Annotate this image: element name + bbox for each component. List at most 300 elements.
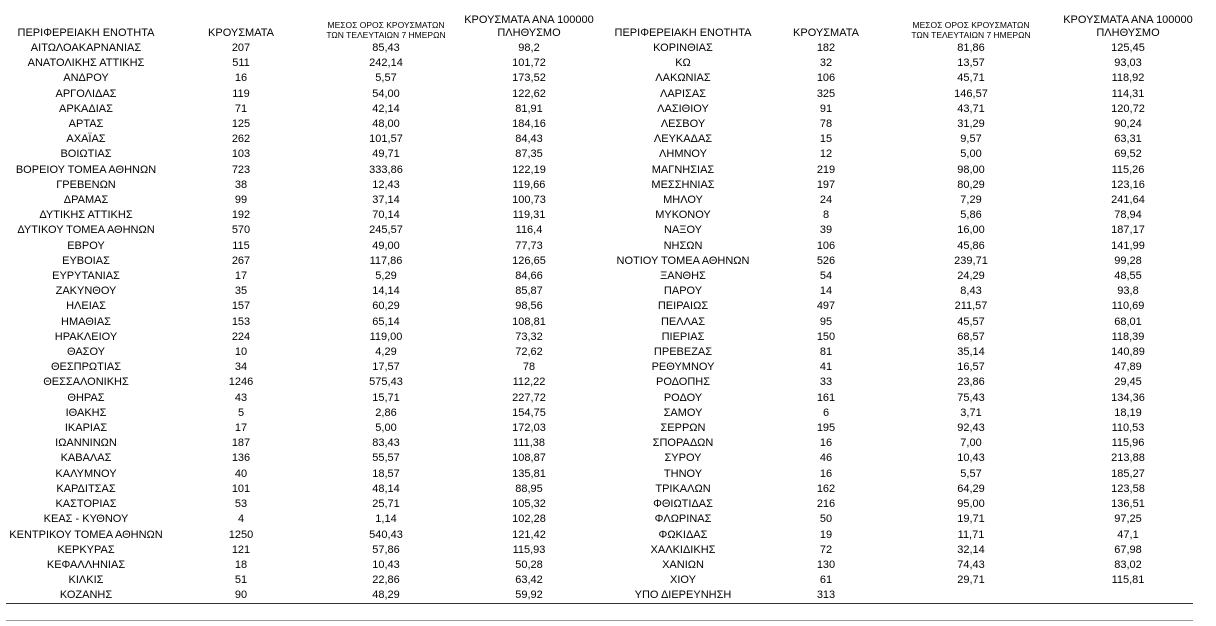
seven-day-average: 575,43 (369, 376, 403, 389)
region-name: ΕΥΡΥΤΑΝΙΑΣ (52, 270, 120, 283)
region-name: ΔΡΑΜΑΣ (63, 194, 109, 207)
case-count: 182 (816, 42, 836, 54)
seven-day-average: 45,71 (957, 72, 985, 85)
seven-day-average: 85,43 (372, 42, 400, 54)
case-count: 71 (234, 102, 248, 115)
table-row (600, 436, 1200, 451)
region-name: ΚΟΖΑΝΗΣ (59, 589, 113, 602)
case-count: 4 (237, 513, 245, 526)
region-name: ΝΟΤΙΟΥ ΤΟΜΕΑ ΑΘΗΝΩΝ (616, 254, 750, 267)
table-row (6, 588, 602, 603)
table-row (600, 56, 1200, 71)
case-count: 38 (234, 178, 248, 191)
seven-day-average: 12,43 (372, 178, 400, 191)
seven-day-average: 75,43 (957, 391, 985, 404)
region-name: ΑΡΚΑΔΙΑΣ (59, 102, 113, 115)
region-name: ΑΧΑΪΑΣ (66, 133, 106, 146)
seven-day-average: 333,86 (369, 163, 403, 176)
case-count: 72 (819, 543, 833, 556)
header-cases: ΚΡΟΥΣΜΑΤΑ (208, 27, 274, 39)
case-count: 115 (232, 239, 250, 252)
cases-per-100k: 110,53 (1111, 422, 1145, 435)
table-row (6, 482, 602, 497)
header-per-100k (1056, 6, 1200, 41)
header-row (600, 6, 1200, 41)
table-row (600, 147, 1200, 162)
region-name: ΡΟΔΟΥ (663, 391, 703, 404)
seven-day-average: 42,14 (372, 102, 400, 115)
cases-per-100k: 108,87 (512, 452, 546, 465)
cases-per-100k: 105,32 (512, 498, 546, 511)
cases-per-100k: 241,64 (1111, 194, 1145, 207)
seven-day-average: 49,71 (372, 148, 400, 161)
cases-per-100k: 90,24 (1114, 118, 1142, 131)
cases-per-100k: 115,96 (1111, 437, 1145, 450)
seven-day-average: 31,29 (957, 118, 985, 131)
case-count: 723 (231, 163, 251, 176)
cases-per-100k: 63,42 (515, 574, 543, 587)
case-count: 207 (231, 42, 251, 54)
table-row (600, 497, 1200, 512)
table-row (6, 436, 602, 451)
seven-day-average: 117,86 (369, 254, 403, 267)
table-row (600, 254, 1200, 269)
cases-per-100k (1056, 588, 1200, 603)
cases-per-100k: 184,16 (512, 118, 546, 131)
header-avg-line2: ΤΩΝ ΤΕΛΕΥΤΑΙΩΝ 7 ΗΜΕΡΩΝ (911, 30, 1031, 40)
region-name: ΠΙΕΡΙΑΣ (661, 330, 705, 343)
case-count: 90 (234, 589, 248, 602)
seven-day-average: 119,00 (369, 330, 403, 343)
region-name: ΦΛΩΡΙΝΑΣ (654, 513, 712, 526)
seven-day-average: 24,29 (957, 270, 985, 283)
seven-day-average: 60,29 (372, 300, 400, 313)
table-row (600, 239, 1200, 254)
seven-day-average: 1,14 (375, 513, 397, 526)
case-count: 39 (819, 224, 833, 237)
case-count: 43 (234, 391, 248, 404)
right-cases-table (600, 6, 1200, 604)
region-name: ΙΩΑΝΝΙΝΩΝ (55, 437, 117, 450)
cases-per-100k: 108,81 (512, 315, 546, 328)
cases-per-100k: 185,27 (1111, 467, 1145, 480)
seven-day-average: 43,71 (957, 102, 985, 115)
seven-day-average: 5,29 (375, 270, 397, 283)
case-count: 53 (234, 498, 248, 511)
seven-day-average: 95,00 (957, 498, 985, 511)
table-row (6, 360, 602, 375)
case-count: 136 (231, 452, 251, 465)
header-per-line2: ΠΛΗΘΥΣΜΟ (497, 27, 561, 39)
seven-day-average: 13,57 (957, 57, 985, 70)
cases-per-100k: 172,03 (512, 422, 546, 435)
region-name: ΚΑΣΤΟΡΙΑΣ (55, 498, 117, 511)
case-count: 195 (816, 422, 836, 435)
seven-day-average: 70,14 (372, 209, 400, 222)
seven-day-average: 239,71 (954, 254, 988, 267)
region-name: ΛΕΥΚΑΔΑΣ (653, 133, 713, 146)
seven-day-average: 98,00 (957, 163, 985, 176)
cases-per-100k: 84,66 (515, 270, 543, 283)
header-per-100k (456, 6, 602, 41)
seven-day-average: 19,71 (957, 513, 985, 526)
region-name: ΘΑΣΟΥ (66, 346, 106, 359)
table-row (6, 406, 602, 421)
table-row (600, 391, 1200, 406)
region-name: ΠΕΙΡΑΙΩΣ (657, 300, 709, 313)
cases-per-100k: 97,25 (1114, 513, 1142, 526)
header-avg-line2: ΤΩΝ ΤΕΛΕΥΤΑΙΩΝ 7 ΗΜΕΡΩΝ (326, 30, 446, 40)
table-row (6, 163, 602, 178)
region-name: ΠΑΡΟΥ (663, 285, 703, 298)
table-row (6, 56, 602, 71)
table-row (6, 132, 602, 147)
case-count: 35 (234, 285, 248, 298)
case-count: 216 (816, 498, 836, 511)
seven-day-average: 540,43 (369, 528, 403, 541)
left-table-body (6, 41, 602, 604)
seven-day-average: 35,14 (957, 346, 985, 359)
cases-per-100k: 68,01 (1114, 315, 1142, 328)
seven-day-average: 16,00 (957, 224, 985, 237)
region-name: ΧΑΛΚΙΔΙΚΗΣ (650, 543, 716, 556)
seven-day-average: 14,14 (372, 285, 400, 298)
seven-day-average: 9,57 (960, 133, 982, 146)
seven-day-average: 2,86 (375, 406, 397, 419)
table-row (600, 573, 1200, 588)
table-row (600, 223, 1200, 238)
table-row (600, 163, 1200, 178)
header-region: ΠΕΡΙΦΕΡΕΙΑΚΗ ΕΝΟΤΗΤΑ (614, 27, 752, 39)
region-name: ΑΙΤΩΛΟΑΚΑΡΝΑΝΙΑΣ (30, 42, 142, 54)
seven-day-average: 5,57 (375, 72, 397, 85)
header-avg-line1: ΜΕΣΟΣ ΟΡΟΣ ΚΡΟΥΣΜΑΤΩΝ (912, 20, 1030, 30)
table-row (6, 375, 602, 390)
cases-per-100k: 84,43 (515, 133, 543, 146)
case-count: 130 (816, 558, 836, 571)
region-name: ΗΜΑΘΙΑΣ (61, 315, 111, 328)
region-name: ΜΑΓΝΗΣΙΑΣ (651, 163, 715, 176)
case-count: 497 (816, 300, 836, 313)
cases-per-100k: 81,91 (515, 102, 543, 115)
cases-per-100k: 101,72 (512, 57, 546, 70)
seven-day-average: 18,57 (372, 467, 400, 480)
case-count: 313 (816, 589, 836, 602)
cases-per-100k: 115,93 (512, 543, 546, 556)
seven-day-average: 49,00 (372, 239, 400, 252)
region-name: ΝΑΞΟΥ (664, 224, 702, 237)
table-row (600, 421, 1200, 436)
region-name: ΛΑΣΙΘΙΟΥ (657, 102, 709, 115)
seven-day-average: 15,71 (372, 391, 400, 404)
case-count: 50 (819, 513, 833, 526)
case-count: 153 (231, 315, 251, 328)
seven-day-average: 65,14 (372, 315, 400, 328)
seven-day-average: 146,57 (954, 87, 988, 100)
region-name: ΓΡΕΒΕΝΩΝ (56, 178, 116, 191)
table-row (600, 375, 1200, 390)
seven-day-average: 55,57 (372, 452, 400, 465)
table-row (6, 239, 602, 254)
region-name: ΠΕΛΛΑΣ (660, 315, 706, 328)
cases-per-100k: 126,65 (512, 254, 546, 267)
table-row (600, 71, 1200, 86)
table-row (6, 330, 602, 345)
table-row (600, 467, 1200, 482)
table-row (6, 543, 602, 558)
table-row (600, 178, 1200, 193)
case-count: 12 (819, 148, 833, 161)
cases-per-100k: 118,92 (1111, 72, 1145, 85)
table-row (6, 467, 602, 482)
case-count: 1250 (228, 528, 254, 541)
case-count: 40 (234, 467, 248, 480)
case-count: 24 (819, 194, 833, 207)
cases-per-100k: 63,31 (1114, 133, 1142, 146)
region-name: ΑΝΔΡΟΥ (63, 72, 109, 85)
cases-per-100k: 85,87 (515, 285, 543, 298)
cases-per-100k: 59,92 (515, 589, 543, 602)
cases-per-100k: 134,36 (1111, 391, 1145, 404)
case-count: 161 (816, 391, 836, 404)
seven-day-average: 17,57 (372, 361, 400, 374)
cases-per-100k: 47,89 (1114, 361, 1142, 374)
region-name: ΑΡΓΟΛΙΔΑΣ (55, 87, 117, 100)
cases-per-100k: 77,73 (515, 239, 543, 252)
seven-day-average: 64,29 (957, 482, 985, 495)
case-count: 101 (231, 482, 251, 495)
region-name: ΗΛΕΙΑΣ (66, 300, 106, 313)
region-name: ΒΟΙΩΤΙΑΣ (60, 148, 112, 161)
seven-day-average: 101,57 (369, 133, 403, 146)
table-row (6, 71, 602, 86)
seven-day-average: 16,57 (957, 361, 985, 374)
cases-per-100k: 111,38 (512, 437, 545, 450)
cases-per-100k: 119,31 (512, 209, 546, 222)
region-name: ΙΚΑΡΙΑΣ (64, 422, 108, 435)
case-count: 46 (819, 452, 833, 465)
region-name: ΣΠΟΡΑΔΩΝ (652, 437, 714, 450)
cases-per-100k: 29,45 (1114, 376, 1142, 389)
cases-per-100k: 98,56 (515, 300, 543, 313)
table-row (600, 406, 1200, 421)
seven-day-average: 92,43 (957, 422, 985, 435)
region-name: ΣΕΡΡΩΝ (660, 422, 706, 435)
region-name: ΘΕΣΠΡΩΤΙΑΣ (50, 361, 122, 374)
seven-day-average: 5,00 (960, 148, 982, 161)
case-count: 570 (231, 224, 251, 237)
right-table-body (600, 41, 1200, 604)
case-count: 78 (819, 118, 833, 131)
case-count: 95 (819, 315, 833, 328)
case-count: 18 (234, 558, 248, 571)
cases-per-100k: 141,99 (1111, 239, 1145, 252)
region-name: ΚΕΦΑΛΛΗΝΙΑΣ (46, 558, 126, 571)
cases-per-100k: 98,2 (518, 42, 540, 54)
region-name: ΛΗΜΝΟΥ (659, 148, 707, 161)
case-count: 34 (234, 361, 248, 374)
case-count: 197 (816, 178, 836, 191)
seven-day-average: 10,43 (957, 452, 985, 465)
header-row (6, 6, 602, 41)
header-per-line1: ΚΡΟΥΣΜΑΤΑ ΑΝΑ 100000 (464, 14, 594, 26)
table-row (6, 254, 602, 269)
table-row (6, 41, 602, 56)
cases-per-100k: 154,75 (512, 406, 546, 419)
seven-day-average: 211,57 (954, 300, 988, 313)
region-name: ΑΝΑΤΟΛΙΚΗΣ ΑΤΤΙΚΗΣ (27, 57, 145, 70)
cases-per-100k: 119,66 (512, 178, 546, 191)
region-name: ΕΥΒΟΙΑΣ (62, 254, 110, 267)
table-row (600, 558, 1200, 573)
case-count: 6 (822, 406, 830, 419)
table-row (6, 345, 602, 360)
region-name: ΜΥΚΟΝΟΥ (655, 209, 711, 222)
region-name: ΦΩΚΙΔΑΣ (658, 528, 708, 541)
cases-per-100k: 110,69 (1111, 300, 1145, 313)
case-count: 61 (819, 574, 833, 587)
seven-day-average: 5,00 (375, 422, 397, 435)
cases-per-100k: 115,26 (1111, 163, 1145, 176)
table-row (6, 451, 602, 466)
seven-day-average: 10,43 (372, 558, 400, 571)
table-row (6, 497, 602, 512)
table-row (600, 299, 1200, 314)
cases-per-100k: 102,28 (512, 513, 546, 526)
table-row (600, 87, 1200, 102)
case-count: 511 (232, 57, 250, 70)
table-row (6, 558, 602, 573)
cases-per-100k: 78 (522, 361, 536, 374)
case-count: 187 (231, 437, 251, 450)
case-count: 121 (231, 543, 251, 556)
case-count: 325 (816, 87, 836, 100)
seven-day-average: 74,43 (957, 558, 985, 571)
region-name: ΛΕΣΒΟΥ (660, 118, 706, 131)
table-row (6, 102, 602, 117)
seven-day-average: 245,57 (369, 224, 403, 237)
table-row (600, 543, 1200, 558)
cases-per-100k: 121,42 (512, 528, 546, 541)
cases-per-100k: 93,8 (1117, 285, 1139, 298)
case-count: 106 (816, 239, 836, 252)
case-count: 150 (816, 330, 836, 343)
region-name: ΕΒΡΟΥ (67, 239, 105, 252)
case-count: 224 (231, 330, 251, 343)
region-name: ΚΑΡΔΙΤΣΑΣ (56, 482, 116, 495)
left-cases-table (6, 6, 602, 604)
table-row (6, 193, 602, 208)
table-row (6, 528, 602, 543)
case-count: 125 (231, 118, 251, 131)
region-name: ΡΟΔΟΠΗΣ (655, 376, 711, 389)
table-row (600, 269, 1200, 284)
table-row (6, 223, 602, 238)
table-bottom-rule (6, 603, 1193, 604)
table-row (6, 117, 602, 132)
table-row (600, 451, 1200, 466)
seven-day-average: 8,43 (960, 285, 982, 298)
region-name: ΙΘΑΚΗΣ (65, 406, 107, 419)
table-row (600, 345, 1200, 360)
seven-day-average: 3,71 (960, 406, 982, 419)
table-row (600, 315, 1200, 330)
table-row (6, 87, 602, 102)
table-row (600, 102, 1200, 117)
region-name: ΚΟΡΙΝΘΙΑΣ (653, 42, 713, 54)
case-count: 41 (819, 361, 833, 374)
case-count: 19 (819, 528, 833, 541)
case-count: 16 (819, 467, 833, 480)
seven-day-average: 7,00 (960, 437, 982, 450)
seven-day-average: 48,29 (372, 589, 400, 602)
region-name: ΘΗΡΑΣ (67, 391, 105, 404)
table-row (6, 284, 602, 299)
cases-per-100k: 136,51 (1111, 498, 1145, 511)
case-count: 14 (819, 285, 833, 298)
region-name: ΚΕΡΚΥΡΑΣ (57, 543, 115, 556)
header-cases: ΚΡΟΥΣΜΑΤΑ (793, 27, 859, 39)
cases-per-100k: 73,32 (515, 330, 543, 343)
seven-day-average: 68,57 (957, 330, 985, 343)
region-name: ΘΕΣΣΑΛΟΝΙΚΗΣ (43, 376, 129, 389)
seven-day-average: 23,86 (957, 376, 985, 389)
cases-per-100k: 69,52 (1114, 148, 1142, 161)
seven-day-average: 11,71 (957, 528, 985, 541)
case-count: 15 (819, 133, 833, 146)
cases-per-100k: 87,35 (515, 148, 543, 161)
region-name: ΣΑΜΟΥ (663, 406, 703, 419)
region-name: ΧΑΝΙΩΝ (662, 558, 704, 571)
header-region: ΠΕΡΙΦΕΡΕΙΑΚΗ ΕΝΟΤΗΤΑ (17, 27, 155, 39)
table-row (600, 330, 1200, 345)
region-name: ΒΟΡΕΙΟΥ ΤΟΜΕΑ ΑΘΗΝΩΝ (15, 163, 157, 176)
table-row (6, 573, 602, 588)
region-name: ΚΕΝΤΡΙΚΟΥ ΤΟΜΕΑ ΑΘΗΝΩΝ (9, 528, 163, 541)
table-row (600, 512, 1200, 527)
cases-per-100k: 122,62 (512, 87, 546, 100)
table-row (600, 482, 1200, 497)
cases-per-100k: 122,19 (512, 163, 546, 176)
case-count: 8 (822, 209, 830, 222)
seven-day-average: 57,86 (372, 543, 400, 556)
region-name: ΞΑΝΘΗΣ (660, 270, 706, 283)
table-row (6, 391, 602, 406)
region-name: ΑΡΤΑΣ (68, 118, 104, 131)
seven-day-average: 25,71 (372, 498, 400, 511)
seven-day-average: 81,86 (957, 42, 985, 54)
table-row (600, 284, 1200, 299)
seven-day-average: 54,00 (372, 87, 400, 100)
seven-day-average: 48,00 (372, 118, 400, 131)
table-row (6, 421, 602, 436)
header-per-line2: ΠΛΗΘΥΣΜΟ (1096, 27, 1160, 39)
table-row (600, 41, 1200, 56)
cases-per-100k: 120,72 (1111, 102, 1145, 115)
region-name: ΠΡΕΒΕΖΑΣ (653, 346, 713, 359)
case-count: 219 (816, 163, 836, 176)
region-name: ΧΙΟΥ (670, 574, 696, 587)
region-name: ΔΥΤΙΚΟΥ ΤΟΜΕΑ ΑΘΗΝΩΝ (17, 224, 155, 237)
seven-day-average: 29,71 (957, 574, 985, 587)
case-count: 17 (234, 422, 248, 435)
seven-day-average: 5,57 (960, 467, 982, 480)
case-count: 10 (234, 346, 248, 359)
case-count: 16 (234, 72, 248, 85)
region-name: ΝΗΣΩΝ (663, 239, 703, 252)
table-row (6, 315, 602, 330)
cases-per-100k: 118,39 (1111, 330, 1145, 343)
